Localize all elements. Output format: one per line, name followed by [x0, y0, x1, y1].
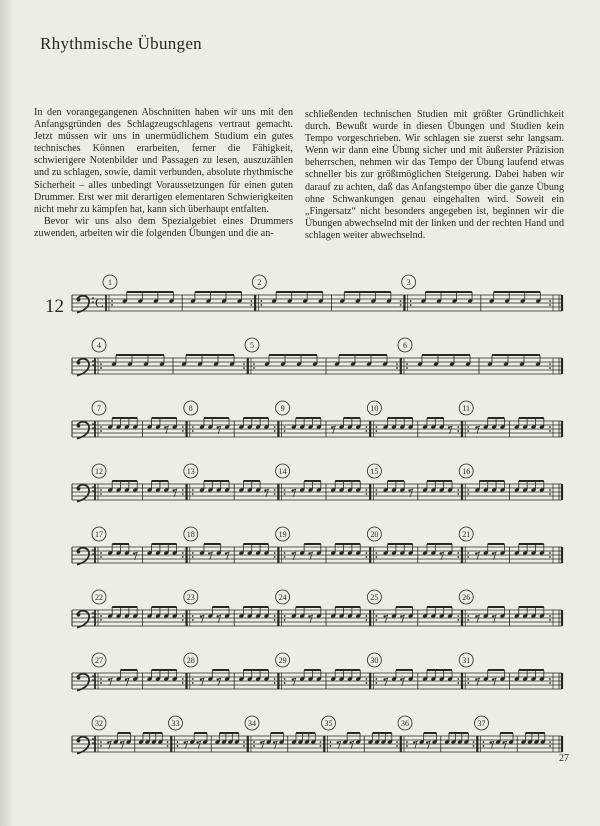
repeat-dot — [330, 745, 332, 747]
repeat-dot — [549, 745, 551, 747]
repeat-dot — [100, 552, 102, 554]
repeat-dot — [182, 678, 184, 680]
exercise-number: 2 — [257, 278, 262, 287]
repeat-dot — [250, 300, 252, 302]
repeat-dot — [457, 430, 459, 432]
repeat-dot — [274, 619, 276, 621]
repeat-dot — [192, 493, 194, 495]
exercise-number: 12 — [95, 467, 103, 476]
repeat-dot — [274, 615, 276, 617]
repeat-dot — [182, 493, 184, 495]
repeat-dot — [260, 300, 262, 302]
repeat-dot — [100, 745, 102, 747]
bass-clef-dot-icon — [92, 490, 94, 492]
repeat-dot — [192, 682, 194, 684]
repeat-dot — [100, 682, 102, 684]
repeat-dot — [100, 619, 102, 621]
repeat-dot — [100, 556, 102, 558]
repeat-dot — [243, 363, 245, 365]
repeat-dot — [457, 682, 459, 684]
exercise-number: 10 — [370, 404, 379, 413]
repeat-dot — [100, 493, 102, 495]
repeat-dot — [177, 745, 179, 747]
repeat-dot — [376, 556, 378, 558]
exercise-number: 9 — [280, 404, 285, 413]
repeat-dot — [366, 556, 368, 558]
repeat-dot — [549, 615, 551, 617]
bass-clef-dot-icon — [92, 549, 94, 551]
repeat-dot — [396, 745, 398, 747]
repeat-dot — [549, 363, 551, 365]
repeat-dot — [457, 556, 459, 558]
repeat-dot — [549, 682, 551, 684]
repeat-dot — [457, 552, 459, 554]
exercise-number: 15 — [370, 467, 379, 476]
bass-clef-dot-icon — [92, 364, 94, 366]
repeat-dot — [274, 489, 276, 491]
repeat-dot — [376, 619, 378, 621]
exercise-number: 28 — [186, 656, 195, 665]
repeat-dot — [549, 430, 551, 432]
repeat-dot — [274, 678, 276, 680]
repeat-dot — [284, 556, 286, 558]
repeat-dot — [177, 741, 179, 743]
repeat-dot — [473, 745, 475, 747]
bass-clef-dot-icon — [77, 550, 81, 554]
paragraph-continued: Bevor wir uns also dem Spezialgebiet eines Drummers zuwenden, arbeiten wir die folgenden Übungen und die an- — [34, 215, 293, 239]
repeat-dot — [182, 489, 184, 491]
repeat-dot — [182, 552, 184, 554]
repeat-dot — [253, 745, 255, 747]
repeat-dot — [400, 300, 402, 302]
repeat-dot — [274, 426, 276, 428]
repeat-dot — [549, 556, 551, 558]
bass-clef-dot-icon — [92, 616, 94, 618]
repeat-dot — [274, 430, 276, 432]
repeat-dot — [473, 741, 475, 743]
repeat-dot — [366, 426, 368, 428]
repeat-dot — [182, 682, 184, 684]
repeat-dot — [549, 304, 551, 306]
repeat-dot — [457, 426, 459, 428]
exercise-number: 37 — [477, 719, 486, 728]
repeat-dot — [376, 426, 378, 428]
repeat-dot — [192, 430, 194, 432]
repeat-dot — [260, 304, 262, 306]
repeat-dot — [457, 678, 459, 680]
bass-clef-dot-icon — [92, 738, 94, 740]
repeat-dot — [376, 615, 378, 617]
repeat-dot — [457, 619, 459, 621]
exercise-number: 27 — [95, 656, 103, 665]
repeat-dot — [320, 741, 322, 743]
exercise-number: 31 — [462, 656, 471, 665]
exercise-number: 17 — [95, 530, 103, 539]
bass-clef-dot-icon — [92, 553, 94, 555]
exercise-number: 34 — [248, 719, 256, 728]
bass-clef-dot-icon — [92, 612, 94, 614]
repeat-dot — [182, 556, 184, 558]
repeat-dot — [467, 552, 469, 554]
exercise-number: 29 — [278, 656, 287, 665]
repeat-dot — [100, 363, 102, 365]
repeat-dot — [483, 741, 485, 743]
exercise-number: 6 — [403, 341, 407, 350]
repeat-dot — [192, 552, 194, 554]
bass-clef-dot-icon — [77, 676, 81, 680]
bass-clef-dot-icon — [77, 739, 81, 743]
exercise-number: 23 — [186, 593, 195, 602]
repeat-dot — [406, 741, 408, 743]
repeat-dot — [100, 615, 102, 617]
repeat-dot — [467, 615, 469, 617]
repeat-dot — [467, 489, 469, 491]
repeat-dot — [284, 493, 286, 495]
repeat-dot — [243, 741, 245, 743]
exercise-number: 8 — [188, 404, 193, 413]
repeat-dot — [376, 678, 378, 680]
exercise-number: 14 — [278, 467, 287, 476]
page-title: Rhythmische Übungen — [40, 34, 202, 53]
section-number: 12 — [45, 296, 64, 317]
bass-clef-dot-icon — [92, 423, 94, 425]
repeat-dot — [167, 741, 169, 743]
bass-clef-dot-icon — [92, 297, 94, 299]
repeat-dot — [274, 493, 276, 495]
repeat-dot — [366, 489, 368, 491]
exercise-number: 18 — [186, 530, 195, 539]
exercise-number: 7 — [97, 404, 101, 413]
bass-clef-dot-icon — [77, 424, 81, 428]
repeat-dot — [366, 682, 368, 684]
exercise-number: 36 — [401, 719, 409, 728]
repeat-dot — [396, 367, 398, 369]
repeat-dot — [192, 678, 194, 680]
repeat-dot — [250, 304, 252, 306]
bass-clef-dot-icon — [77, 487, 81, 491]
repeat-dot — [467, 493, 469, 495]
repeat-dot — [320, 745, 322, 747]
repeat-dot — [467, 682, 469, 684]
exercise-number: 13 — [186, 467, 195, 476]
repeat-dot — [100, 678, 102, 680]
exercise-number: 5 — [250, 341, 254, 350]
time-signature: C — [95, 295, 104, 310]
bass-clef-dot-icon — [77, 361, 81, 365]
repeat-dot — [549, 426, 551, 428]
bass-clef-dot-icon — [77, 298, 81, 302]
repeat-dot — [406, 745, 408, 747]
bass-clef-dot-icon — [92, 301, 94, 303]
repeat-dot — [457, 489, 459, 491]
repeat-dot — [467, 430, 469, 432]
repeat-dot — [274, 556, 276, 558]
repeat-dot — [366, 430, 368, 432]
repeat-dot — [457, 493, 459, 495]
bass-clef-dot-icon — [92, 679, 94, 681]
exercise-number: 1 — [108, 278, 112, 287]
repeat-dot — [253, 367, 255, 369]
exercise-number: 35 — [324, 719, 333, 728]
exercise-number: 22 — [95, 593, 103, 602]
repeat-dot — [549, 678, 551, 680]
repeat-dot — [376, 489, 378, 491]
bass-clef-dot-icon — [92, 675, 94, 677]
exercise-number: 21 — [462, 530, 471, 539]
repeat-dot — [549, 552, 551, 554]
exercise-number: 33 — [171, 719, 180, 728]
repeat-dot — [182, 615, 184, 617]
exercise-number: 26 — [462, 593, 471, 602]
repeat-dot — [243, 745, 245, 747]
repeat-dot — [284, 682, 286, 684]
repeat-dot — [100, 489, 102, 491]
exercise-number: 32 — [95, 719, 103, 728]
repeat-dot — [284, 615, 286, 617]
repeat-dot — [467, 678, 469, 680]
paragraph-intro: In den vorangegangenen Abschnitten haben wir uns mit den Anfangsgründen des Schlagzeugschlagens vertraut gemacht. Jetzt müssen wir uns in unermüdlichem Studium ein gutes technisches Können erarbeiten, ferner die Fähigkeit, schwierigere Notenbilder und Passagen zu lesen, auszuzählen und zu schlagen, sowie, damit verbunden, absolute rhythmische Sicherheit – alles unbedingt Voraussetzungen für einen guten Drummer. Erst wer mit derartigen elementaren Schwierigkeiten nicht mehr zu kämpfen hat, kann sich überhaupt entfalten. — [34, 107, 293, 215]
repeat-dot — [284, 426, 286, 428]
repeat-dot — [192, 489, 194, 491]
repeat-dot — [284, 489, 286, 491]
repeat-dot — [396, 741, 398, 743]
bass-clef-dot-icon — [92, 360, 94, 362]
repeat-dot — [167, 745, 169, 747]
repeat-dot — [274, 552, 276, 554]
repeat-dot — [549, 489, 551, 491]
bass-clef-dot-icon — [92, 427, 94, 429]
repeat-dot — [376, 430, 378, 432]
repeat-dot — [549, 493, 551, 495]
repeat-dot — [182, 430, 184, 432]
exercise-number: 25 — [370, 593, 379, 602]
repeat-dot — [274, 682, 276, 684]
repeat-dot — [243, 367, 245, 369]
repeat-dot — [467, 556, 469, 558]
repeat-dot — [253, 741, 255, 743]
bass-clef-dot-icon — [92, 486, 94, 488]
repeat-dot — [549, 300, 551, 302]
repeat-dot — [366, 552, 368, 554]
bass-clef-dot-icon — [77, 613, 81, 617]
repeat-dot — [400, 304, 402, 306]
bass-clef-dot-icon — [92, 742, 94, 744]
exercise-number: 30 — [370, 656, 379, 665]
repeat-dot — [457, 615, 459, 617]
repeat-dot — [549, 367, 551, 369]
repeat-dot — [549, 619, 551, 621]
exercise-number: 24 — [278, 593, 287, 602]
repeat-dot — [410, 304, 412, 306]
repeat-dot — [410, 300, 412, 302]
repeat-dot — [483, 745, 485, 747]
repeat-dot — [366, 678, 368, 680]
repeat-dot — [376, 493, 378, 495]
repeat-dot — [330, 741, 332, 743]
paragraph-right: schließenden technischen Studien mit größter Gründlichkeit durch. Bewußt wurde in diesen Übungen und Studien kein Tempo vorgeschrieben. Wir schlagen sie zuerst sehr langsam. Wenn wir dann eine Übung sicher und mit äußerster Präzision beherrschen, nehmen wir das Tempo der Übung laufend etwas schneller bis zur größtmöglichen Steigerung. Dabei haben wir darauf zu achten, daß das Anfangstempo über die ganze Übung ohne Schwankungen genau eingehalten wird. Soweit ein „Fingersatz“ nicht besonders angegeben ist, beginnen wir die Übungen abwechselnd mit der linken und der rechten Hand und schlagen weiter abwechselnd. — [305, 109, 564, 241]
repeat-dot — [467, 426, 469, 428]
exercise-number: 20 — [370, 530, 379, 539]
page-number: 27 — [559, 753, 569, 764]
repeat-dot — [253, 363, 255, 365]
repeat-dot — [100, 426, 102, 428]
repeat-dot — [396, 363, 398, 365]
repeat-dot — [192, 426, 194, 428]
repeat-dot — [182, 426, 184, 428]
exercise-number: 16 — [462, 467, 471, 476]
repeat-dot — [100, 367, 102, 369]
repeat-dot — [376, 682, 378, 684]
repeat-dot — [284, 430, 286, 432]
repeat-dot — [366, 619, 368, 621]
repeat-dot — [100, 430, 102, 432]
repeat-dot — [192, 556, 194, 558]
repeat-dot — [284, 619, 286, 621]
repeat-dot — [284, 678, 286, 680]
repeat-dot — [111, 300, 113, 302]
repeat-dot — [406, 363, 408, 365]
repeat-dot — [192, 619, 194, 621]
repeat-dot — [192, 615, 194, 617]
repeat-dot — [111, 304, 113, 306]
repeat-dot — [100, 741, 102, 743]
repeat-dot — [467, 619, 469, 621]
repeat-dot — [366, 615, 368, 617]
repeat-dot — [182, 619, 184, 621]
repeat-dot — [366, 493, 368, 495]
repeat-dot — [376, 552, 378, 554]
exercise-number: 11 — [462, 404, 471, 413]
exercise-number: 4 — [97, 341, 101, 350]
repeat-dot — [406, 367, 408, 369]
exercise-number: 19 — [278, 530, 287, 539]
repeat-dot — [549, 741, 551, 743]
repeat-dot — [284, 552, 286, 554]
exercise-number: 3 — [406, 278, 411, 287]
